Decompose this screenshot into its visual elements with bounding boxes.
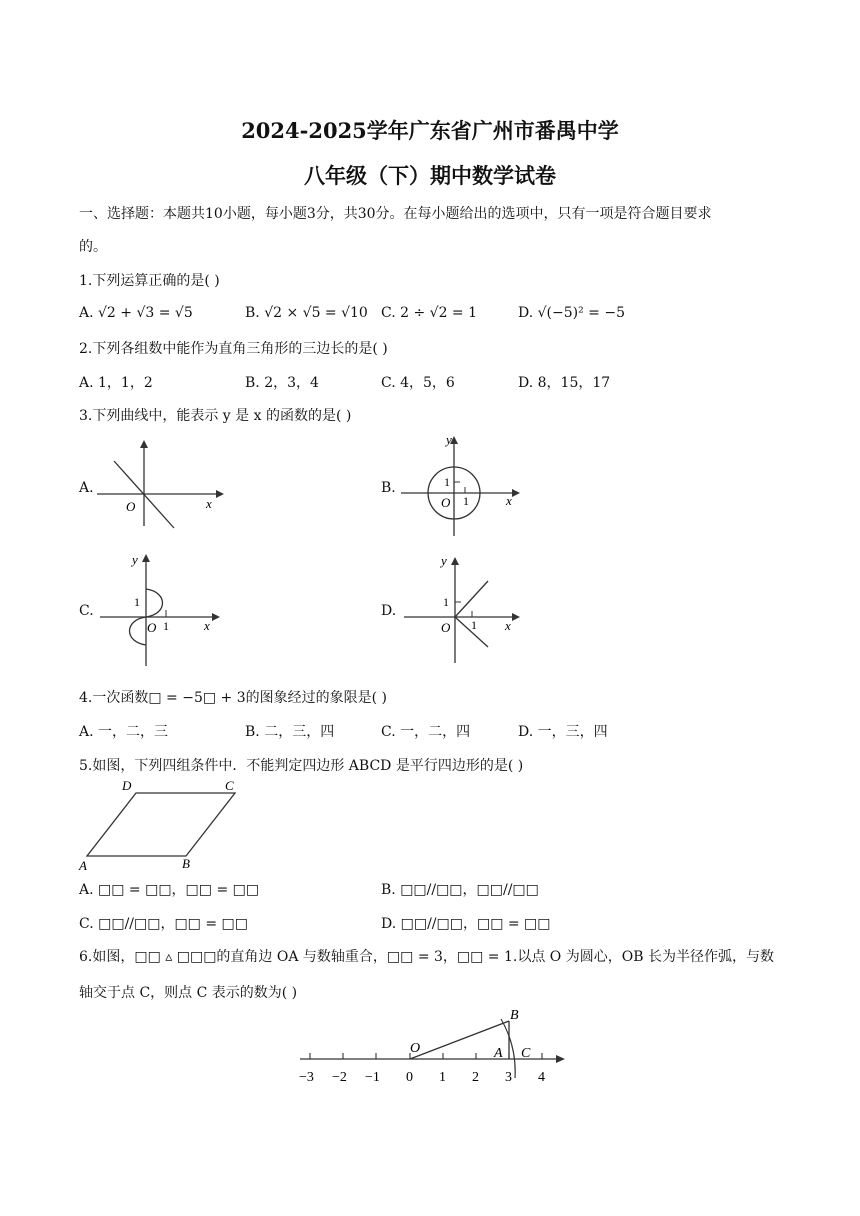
q2-option-d: D. 8，15，17 [518,375,611,391]
q3b-origin-label: O [441,495,451,510]
q1-option-c: C. 2 ÷ √2 = 1 [381,305,478,321]
q6-stem-line-1: 6.如图，□□ ▵ □□□的直角边 OA 与数轴重合，□□ = 3，□□ = 1.以点 O 为圆心，OB 长为半径作弧，与数 [79,949,774,965]
q1-option-d: D. √(−5)² = −5 [518,305,625,321]
q3d-y-label: y [441,553,447,568]
q6-stem-line-2: 轴交于点 C，则点 C 表示的数为( ) [79,985,298,1001]
q3b-y-label: y [446,432,452,447]
q6-tick-1: 1 [439,1070,446,1085]
q5-option-a: A. □□ = □□，□□ = □□ [79,882,260,898]
q3-label-b: B. [381,480,396,496]
q3-label-c: C. [79,603,94,619]
q3d-one-x: 1 [471,618,477,632]
q6-tick-2: 2 [472,1070,479,1085]
q1-stem: 1.下列运算正确的是( ) [79,273,220,289]
q3c-one-y: 1 [134,595,140,609]
q3d-one-y: 1 [443,595,449,609]
q3-graph-d [400,553,530,668]
q6-tick-neg3: −3 [299,1070,314,1085]
q3-stem: 3.下列曲线中，能表示 y 是 x 的函数的是( ) [79,408,352,424]
q5-option-d: D. □□//□□，□□ = □□ [381,916,551,932]
q3-label-d: D. [381,603,397,619]
q5-vertex-c: C [225,778,234,793]
title-line-1: 2024-2025学年广东省广州市番禺中学 [241,118,619,143]
q3-graph-a [92,436,232,531]
q3b-one-x: 1 [463,494,469,508]
q3c-origin-label: O [147,620,157,635]
q4-option-d: D. 一，三，四 [518,724,608,740]
q3a-origin-label: O [126,499,136,514]
q6-point-b: B [510,1008,519,1023]
q3a-x-label: x [206,496,212,511]
q5-vertex-a: A [79,858,87,873]
q5-vertex-b: B [182,856,190,871]
q6-tick-neg1: −1 [365,1070,380,1085]
q5-vertex-d: D [122,778,132,793]
q4-option-c: C. 一，二，四 [381,724,471,740]
section-instructions-line-2: 的。 [79,239,107,255]
q3c-x-label: x [204,618,210,633]
q6-tick-3: 3 [505,1070,512,1085]
q3d-origin-label: O [441,620,451,635]
q5-parallelogram-figure [76,776,246,874]
q3-label-a: A. [79,480,94,496]
q2-stem: 2.下列各组数中能作为直角三角形的三边长的是( ) [79,341,388,357]
title-line-2: 八年级（下）期中数学试卷 [304,163,556,188]
section-instructions-line-1: 一、选择题：本题共10小题，每小题3分，共30分。在每小题给出的选项中，只有一项是符合题目要求 [79,206,712,222]
q3b-x-label: x [506,493,512,508]
q1-option-a: A. √2 + √3 = √5 [79,305,193,321]
q4-option-a: A. 一，二，三 [79,724,169,740]
q3d-x-label: x [505,618,511,633]
q3b-one-y: 1 [444,475,450,489]
q3c-y-label: y [132,552,138,567]
q5-option-c: C. □□//□□，□□ = □□ [79,916,248,932]
q6-tick-neg2: −2 [332,1070,347,1085]
q4-stem: 4.一次函数□ = −5□ + 3的图象经过的象限是( ) [79,690,387,706]
q3-graph-c [96,548,226,670]
q2-option-b: B. 2，3，4 [245,375,319,391]
q6-point-c: C [521,1046,531,1061]
q4-option-b: B. 二，三，四 [245,724,335,740]
q6-tick-0: 0 [406,1070,413,1085]
q6-point-o: O [410,1041,421,1056]
q1-option-b: B. √2 × √5 = √10 [245,305,368,321]
q5-option-b: B. □□//□□，□□//□□ [381,882,539,898]
q5-stem: 5.如图，下列四组条件中．不能判定四边形 ABCD 是平行四边形的是( ) [79,758,524,774]
q6-tick-4: 4 [538,1070,545,1085]
q3c-one-x: 1 [163,619,169,633]
q2-option-c: C. 4，5，6 [381,375,455,391]
q6-number-line-figure [290,1004,575,1088]
q6-point-a: A [494,1046,503,1061]
q3-graph-b [396,432,526,542]
q2-option-a: A. 1，1，2 [79,375,153,391]
